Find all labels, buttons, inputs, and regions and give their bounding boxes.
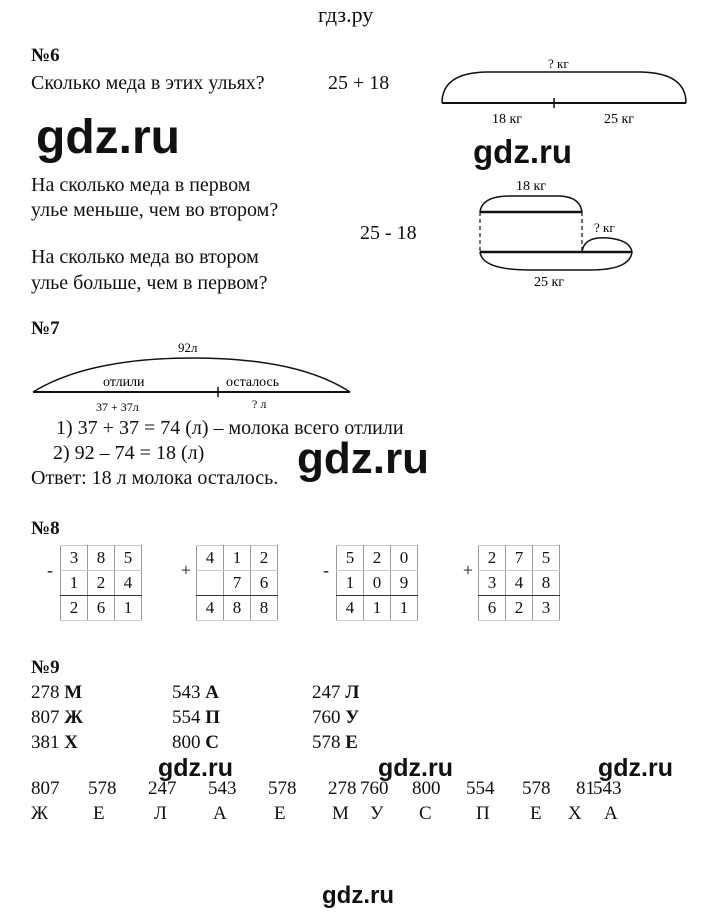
number: 800 bbox=[172, 732, 201, 753]
digit: 2 bbox=[61, 596, 88, 621]
code-letter: Х bbox=[568, 803, 582, 824]
digit: 6 bbox=[251, 571, 278, 596]
task7-left-label: отлили bbox=[103, 375, 145, 390]
digit: 8 bbox=[224, 596, 251, 621]
task8-problem-4 bbox=[458, 545, 560, 621]
number: 554 bbox=[172, 707, 201, 728]
watermark-middle: gdz.ru bbox=[297, 434, 429, 483]
digit: 2 bbox=[88, 571, 115, 596]
digit bbox=[197, 571, 224, 596]
letter: П bbox=[205, 707, 221, 728]
digit: 7 bbox=[224, 571, 251, 596]
task9-col1-item bbox=[31, 707, 83, 729]
task6-expression2: 25 - 18 bbox=[360, 222, 417, 244]
task8-problem-1 bbox=[40, 545, 142, 621]
code-letter: Л bbox=[154, 803, 167, 824]
digit: 1 bbox=[224, 546, 251, 571]
digit: 8 bbox=[251, 596, 278, 621]
digit: 1 bbox=[364, 596, 391, 621]
task9-col2-item bbox=[172, 732, 219, 754]
digit: 2 bbox=[251, 546, 278, 571]
digit: 4 bbox=[197, 596, 224, 621]
task6-expression1: 25 + 18 bbox=[328, 72, 390, 94]
task9-col1-item bbox=[31, 682, 82, 704]
task7-right-label: осталось bbox=[226, 375, 280, 390]
letter: Ж bbox=[64, 707, 84, 728]
task7-right-below: ? л bbox=[252, 397, 267, 411]
digit: 8 bbox=[533, 571, 560, 596]
digit: 5 bbox=[115, 546, 142, 571]
digit: 3 bbox=[61, 546, 88, 571]
diagram2-bottom-label: 25 кг bbox=[534, 275, 565, 290]
number: 578 bbox=[312, 732, 341, 753]
code-number: 81 bbox=[576, 778, 595, 799]
code-letter: А bbox=[604, 803, 618, 824]
digit: 6 bbox=[479, 596, 506, 621]
code-letter: Е bbox=[530, 803, 542, 824]
digit: 5 bbox=[337, 546, 364, 571]
letter: М bbox=[64, 682, 83, 703]
task8-problem-2 bbox=[176, 545, 278, 621]
number: 381 bbox=[31, 732, 60, 753]
digit: 1 bbox=[391, 596, 418, 621]
task7-step2: 2) 92 – 74 = 18 (л) bbox=[53, 442, 205, 464]
code-number: 543 bbox=[208, 778, 237, 799]
task7-total-label: 92л bbox=[178, 340, 198, 355]
code-number: 578 bbox=[268, 778, 297, 799]
task8-p2-sign: + bbox=[180, 560, 192, 580]
task9-heading: №9 bbox=[31, 657, 60, 678]
letter: У bbox=[345, 707, 360, 728]
task6-question2-line1: На сколько меда в первом bbox=[31, 174, 251, 196]
digit: 4 bbox=[197, 546, 224, 571]
digit: 1 bbox=[115, 596, 142, 621]
number: 543 bbox=[172, 682, 201, 703]
digit: 9 bbox=[391, 571, 418, 596]
digit: 4 bbox=[506, 571, 533, 596]
task8-p3-sign: - bbox=[323, 560, 329, 580]
letter: Л bbox=[345, 682, 360, 703]
task9-col2-item bbox=[172, 707, 220, 729]
task6-question3-line2: улье больше, чем в первом? bbox=[31, 272, 268, 294]
task9-col3-item bbox=[312, 732, 358, 754]
digit: 4 bbox=[115, 571, 142, 596]
diagram2-right-label: ? кг bbox=[594, 220, 615, 235]
task8-p4-sign: + bbox=[462, 560, 474, 580]
digit: 7 bbox=[506, 546, 533, 571]
task7-diagram bbox=[28, 338, 358, 418]
task9-col2-item bbox=[172, 682, 219, 704]
digit: 5 bbox=[533, 546, 560, 571]
digit: 1 bbox=[61, 571, 88, 596]
task7-left-below: 37 + 37л bbox=[96, 400, 139, 414]
digit: 2 bbox=[364, 546, 391, 571]
code-letter: Ж bbox=[31, 803, 49, 824]
letter: Х bbox=[64, 732, 78, 753]
watermark-top: гдз.ру bbox=[318, 2, 374, 27]
letter: С bbox=[205, 732, 219, 753]
code-letter: М bbox=[332, 803, 349, 824]
task6-question2-line2: улье меньше, чем во втором? bbox=[31, 199, 279, 221]
diagram1-top-label: ? кг bbox=[548, 56, 569, 71]
code-number: 578 bbox=[522, 778, 551, 799]
digit: 3 bbox=[479, 571, 506, 596]
letter: Е bbox=[345, 732, 358, 753]
code-letter: С bbox=[419, 803, 432, 824]
digit: 3 bbox=[533, 596, 560, 621]
watermark-lower-left: gdz.ru bbox=[158, 754, 233, 782]
task6-question1: Сколько меда в этих ульях? bbox=[31, 72, 265, 94]
number: 760 bbox=[312, 707, 341, 728]
watermark-side: gdz.ru bbox=[473, 133, 572, 170]
code-letter: Е bbox=[274, 803, 286, 824]
digit: 6 bbox=[88, 596, 115, 621]
diagram2-top-label: 18 кг bbox=[516, 179, 547, 194]
code-letter: У bbox=[370, 803, 384, 824]
task6-diagram2 bbox=[470, 172, 645, 292]
watermark-big: gdz.ru bbox=[36, 111, 180, 164]
task9-col1-item bbox=[31, 732, 78, 754]
code-number: 554 bbox=[466, 778, 495, 799]
task7-heading: №7 bbox=[31, 318, 60, 339]
code-number: 760 bbox=[360, 778, 389, 799]
task8-problem-3 bbox=[316, 545, 418, 621]
letter: А bbox=[205, 682, 219, 703]
code-letter: Е bbox=[93, 803, 105, 824]
task8-p1-sign: - bbox=[47, 560, 53, 580]
task6-question3-line1: На сколько меда во втором bbox=[31, 246, 259, 268]
code-number: 800 bbox=[412, 778, 441, 799]
watermark-lower-mid: gdz.ru bbox=[378, 754, 453, 782]
digit: 4 bbox=[337, 596, 364, 621]
task9-col3-item bbox=[312, 707, 359, 729]
number: 807 bbox=[31, 707, 60, 728]
task6-diagram1 bbox=[436, 55, 696, 130]
code-number: 578 bbox=[88, 778, 117, 799]
code-number: 247 bbox=[148, 778, 177, 799]
code-letter: П bbox=[476, 803, 490, 824]
code-number: 278 bbox=[328, 778, 357, 799]
digit: 2 bbox=[479, 546, 506, 571]
digit: 2 bbox=[506, 596, 533, 621]
task7-answer: Ответ: 18 л молока осталось. bbox=[31, 467, 279, 489]
diagram1-right-label: 25 кг bbox=[604, 112, 635, 127]
number: 278 bbox=[31, 682, 60, 703]
task9-col3-item bbox=[312, 682, 359, 704]
number: 247 bbox=[312, 682, 341, 703]
task7-step1: 1) 37 + 37 = 74 (л) – молока всего отлили bbox=[56, 417, 404, 439]
diagram1-left-label: 18 кг bbox=[492, 112, 523, 127]
digit: 0 bbox=[391, 546, 418, 571]
code-number: 543 bbox=[593, 778, 622, 799]
watermark-bottom: gdz.ru bbox=[322, 882, 394, 909]
watermark-lower-right: gdz.ru bbox=[598, 754, 673, 782]
code-letter: А bbox=[213, 803, 227, 824]
code-number: 807 bbox=[31, 778, 60, 799]
digit: 8 bbox=[88, 546, 115, 571]
digit: 0 bbox=[364, 571, 391, 596]
task8-heading: №8 bbox=[31, 518, 60, 539]
digit: 1 bbox=[337, 571, 364, 596]
task6-heading: №6 bbox=[31, 45, 60, 66]
